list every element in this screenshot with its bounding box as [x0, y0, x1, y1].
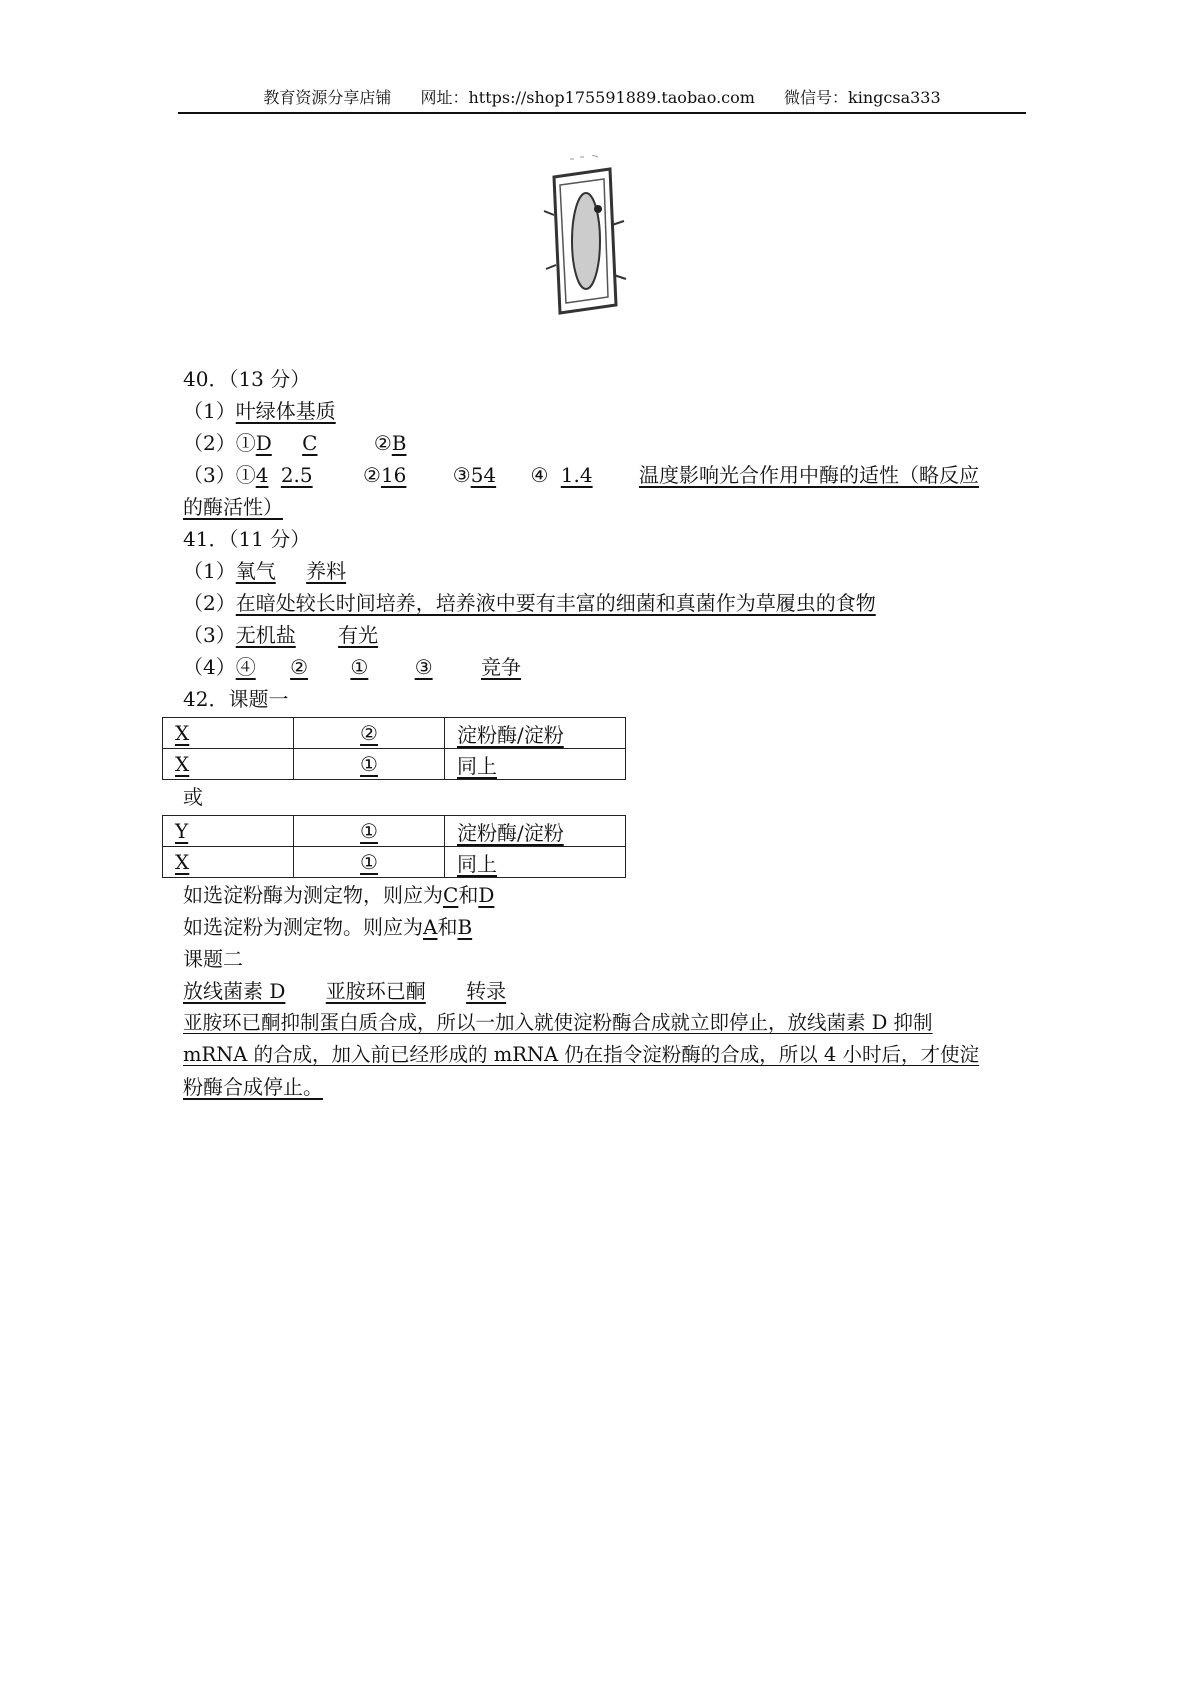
q41-line2 — [183, 588, 876, 618]
q40-l3-answer3: 16 — [380, 463, 407, 487]
q41-l2-num: （2） — [183, 591, 236, 615]
q40-l3-circle2: ② — [363, 463, 381, 487]
q40-l2-answer3: B — [391, 431, 407, 455]
q42-enzyme-line — [183, 880, 494, 910]
q42-enzyme-and: 和 — [458, 883, 479, 907]
header-shop: 教育资源分享店铺 — [263, 88, 392, 107]
q41-l3-answer2: 有光 — [338, 623, 379, 647]
q42-topic2: 课题二 — [183, 947, 243, 971]
q41-line1 — [183, 556, 346, 586]
q42-para-line3: 粉酶合成停止。 — [183, 1075, 323, 1099]
plant-cell-figure — [540, 155, 630, 325]
q42-starch-line — [183, 912, 472, 942]
q42-starch-text: 如选淀粉为测定物。则应为 — [183, 915, 423, 939]
q42-enzyme-c: C — [443, 883, 459, 907]
q40-title: 40．（13 分） — [183, 367, 311, 391]
q40-l3-continuation: 的酶活性） — [183, 495, 283, 519]
q42-or: 或 — [183, 785, 203, 809]
q41-l1-answer2: 养料 — [306, 559, 347, 583]
q41-l4-answer4: ③ — [414, 655, 433, 679]
q40-line3 — [183, 460, 979, 490]
q40-l1-num: （1） — [183, 399, 236, 423]
table-cell: X — [175, 721, 190, 745]
table-cell: ① — [360, 850, 378, 874]
q40-l2-answer2: C — [302, 431, 318, 455]
q42-topic2-answers — [183, 976, 506, 1006]
table-cell: 同上 — [457, 851, 497, 876]
table-cell: ① — [360, 819, 378, 843]
table-cell: X — [175, 752, 190, 776]
q40-line1 — [183, 396, 336, 426]
table-cell: X — [175, 850, 190, 874]
q42-starch-and: 和 — [437, 915, 458, 939]
q40-l3-circle3: ③ — [452, 463, 471, 487]
q41-title: 41．（11 分） — [183, 527, 311, 551]
q40-l3-answer5: 1.4 — [560, 463, 593, 487]
q42-title: 42．课题一 — [183, 687, 289, 711]
table-row — [163, 718, 626, 749]
q41-l3-answer1: 无机盐 — [235, 623, 296, 647]
q42-enzyme-d: D — [478, 883, 495, 907]
table-cell: 淀粉酶/淀粉 — [457, 722, 564, 747]
q40-l3-answer1: 4 — [255, 463, 269, 487]
q40-l3-answer4: 54 — [470, 463, 497, 487]
table-row — [163, 847, 626, 878]
table-cell: Y — [175, 819, 189, 843]
q40-l2-num: （2） — [183, 431, 236, 455]
q40-l3-answer6: 温度影响光合作用中酶的适性（略反应 — [638, 463, 979, 487]
q40-l3-circle1: ① — [235, 463, 256, 487]
q40-l2-circle1: ① — [235, 431, 256, 455]
q41-l4-answer3: ① — [350, 655, 369, 679]
q41-line4 — [183, 652, 521, 682]
q42-t2-answer1: 放线菌素 D — [183, 979, 286, 1003]
q42-starch-b: B — [457, 915, 473, 939]
q40-l3-answer2: 2.5 — [280, 463, 313, 487]
q41-l4-answer5: 竞争 — [480, 655, 521, 679]
q40-l1-answer: 叶绿体基质 — [235, 399, 336, 423]
q41-l4-num: （4） — [183, 655, 236, 679]
q41-l1-num: （1） — [183, 559, 236, 583]
q40-l3-circle4: ④ — [530, 463, 549, 487]
q42-t2-answer2: 亚胺环已酮 — [325, 979, 426, 1003]
q40-l2-answer1: D — [255, 431, 272, 455]
q42-table1 — [162, 717, 626, 780]
table-row — [163, 749, 626, 780]
q40-l3-num: （3） — [183, 463, 236, 487]
header-url: 网址：https://shop175591889.taobao.com — [420, 88, 755, 107]
table-cell: 同上 — [457, 753, 497, 778]
q42-para-line1: 亚胺环已酮抑制蛋白质合成，所以一加入就使淀粉酶合成就立即停止，放线菌素 D 抑制 — [183, 1011, 933, 1034]
q41-l4-answer1: ④ — [235, 655, 256, 679]
q41-l1-answer1: 氧气 — [235, 559, 276, 583]
table-cell: ① — [360, 752, 378, 776]
table-cell: ② — [360, 721, 378, 745]
q41-l4-answer2: ② — [290, 655, 309, 679]
header-wechat: 微信号：kingcsa333 — [784, 88, 941, 107]
q42-para-line2: mRNA 的合成，加入前已经形成的 mRNA 仍在指令淀粉酶的合成，所以 4 小时后，才使淀 — [183, 1043, 980, 1066]
q42-starch-a: A — [423, 915, 438, 939]
q41-l3-num: （3） — [183, 623, 236, 647]
q40-l2-circle2: ② — [373, 431, 392, 455]
q41-line3 — [183, 620, 378, 650]
q42-table2 — [162, 815, 626, 878]
table-cell: 淀粉酶/淀粉 — [457, 820, 564, 845]
q41-l2-answer: 在暗处较长时间培养，培养液中要有丰富的细菌和真菌作为草履虫的食物 — [235, 591, 876, 615]
q42-enzyme-text: 如选淀粉酶为测定物，则应为 — [183, 883, 443, 907]
q40-line2 — [183, 428, 406, 458]
table-row — [163, 816, 626, 847]
page-header — [178, 84, 1026, 114]
q42-t2-answer3: 转录 — [466, 979, 507, 1003]
